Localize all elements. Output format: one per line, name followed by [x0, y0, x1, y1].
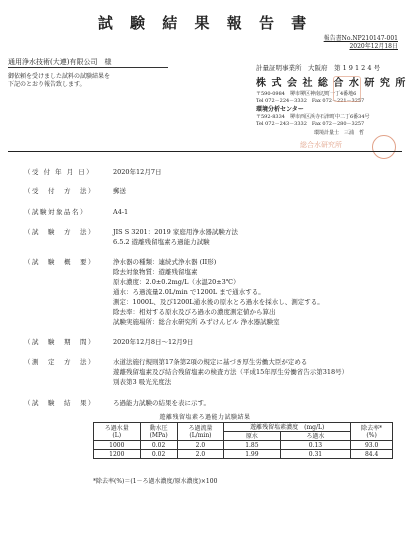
- cell-pressure: 0.02: [140, 441, 177, 450]
- field-label-test-method: （試 験 方 法）: [24, 228, 96, 236]
- outline-line-7: 試験実施場所：総合水研究所 みずけんビル 浄水器試験室: [113, 318, 280, 326]
- report-title: 試 験 結 果 報 告 書: [97, 14, 313, 32]
- field-value-method-of-receipt: 郵送: [113, 187, 126, 195]
- center-phone: Tel 072－243－3332 Fax 072－280－3257: [256, 121, 365, 127]
- outline-line-5: 測定：1000L、及び1200L通水後の原水とろ過水を採水し、測定する。: [113, 298, 324, 306]
- field-value-test-method-1: JIS S 3201：2019 家庭用浄水器試験方法: [113, 228, 238, 236]
- center-address: 〒592-8334 堺市西区浜寺石津町中二丁6番34号: [256, 114, 370, 120]
- header-removal: 除去率* (%): [351, 423, 393, 441]
- measurement-line-2: 遊離残留塩素及び結合残留塩素の検査方法（平成15年厚生労働省告示第318号）: [113, 368, 349, 376]
- field-label-test-outline: （試 験 概 要）: [24, 258, 96, 266]
- table-row: [94, 450, 393, 459]
- header-pressure: 動水圧 (MPa): [140, 423, 177, 441]
- header-concentration: 遊離残留塩素濃度 (mg/L): [224, 423, 351, 432]
- cell-filtered: 0.13: [280, 441, 351, 450]
- table-row: [94, 441, 393, 450]
- outline-line-2: 除去対象物質：遊離残留塩素: [113, 268, 198, 276]
- outline-line-3: 原水濃度：2.0±0.2mg/L（水温20±3℃）: [113, 278, 240, 286]
- measurement-line-3: 別表第3 吸光光度法: [113, 378, 172, 386]
- manager-name: 環境計量士 三浦 哲: [314, 130, 365, 136]
- report-date: 2020年12月18日: [349, 43, 398, 50]
- cell-flow: 2.0: [177, 450, 224, 459]
- divider-top: [8, 151, 402, 152]
- field-label-test-period: （試 験 期 間）: [24, 338, 96, 346]
- cell-filtered: 0.31: [280, 450, 351, 459]
- report-number: 報告書No.NP210147-001: [323, 35, 398, 42]
- field-label-sample: （試験対象品名）: [24, 208, 88, 216]
- stamp-text: 総合水研究所: [300, 141, 342, 149]
- cell-pressure: 0.02: [140, 450, 177, 459]
- field-label-received: （受 付 年 月 日）: [24, 168, 95, 176]
- table-caption: 遊離残留塩素ろ過能力試験結果: [159, 414, 251, 421]
- outline-line-4: 通水：ろ過流量2.0L/min で1200L まで通水する。: [113, 288, 265, 296]
- registration-number: 計量証明事業所 大阪府 第 1 9 1 2 4 号: [256, 64, 381, 72]
- field-label-method-of-receipt: （受 付 方 法）: [24, 187, 96, 195]
- company-phone: Tel 072－224－3332 Fax 072－221－3257: [256, 98, 365, 104]
- center-name: 環境分析センター: [256, 106, 304, 113]
- header-raw: 原水: [224, 432, 280, 441]
- field-label-results: （試 験 結 果）: [24, 399, 96, 407]
- cell-flow: 2.0: [177, 441, 224, 450]
- table-footnote: *除去率(%)＝(1－ろ過水濃度/原水濃度)×100: [93, 478, 218, 485]
- cell-removal: 84.4: [351, 450, 393, 459]
- results-table: [93, 422, 393, 459]
- cell-volume: 1000: [94, 441, 141, 450]
- field-value-results: ろ過能力試験の結果を表に示す。: [113, 399, 210, 407]
- intro-line-2: 下記のとおり報告致します。: [8, 81, 86, 88]
- field-value-sample: A4-1: [113, 208, 129, 216]
- header-volume: ろ過水量 (L): [94, 423, 141, 441]
- cell-raw: 1.85: [224, 441, 280, 450]
- cell-raw: 1.99: [224, 450, 280, 459]
- field-value-received: 2020年12月7日: [113, 168, 162, 176]
- outline-line-1: 浄水器の種類：連続式浄水器 (II形): [113, 258, 217, 266]
- field-label-measurement: （測 定 方 法）: [24, 358, 96, 366]
- intro-line-1: 御依頼を受けました試料の試験結果を: [8, 73, 111, 80]
- measurement-line-1: 水道法施行規則第17条第2項の規定に基づき厚生労働大臣が定める: [113, 358, 308, 366]
- company-seal: [333, 76, 361, 102]
- outline-line-6: 除去率：相対する原水及びろ過水の濃度測定値から算出: [113, 308, 276, 316]
- cell-volume: 1200: [94, 450, 141, 459]
- company-address: 〒590-0984 堺市堺区神南辺町一丁4番地6: [256, 91, 357, 97]
- client-name: 通用浄水技術(大連)有限公司 様: [8, 58, 168, 68]
- cell-removal: 93.0: [351, 441, 393, 450]
- company-name: 株 式 会 社 総 合 水 研 究 所: [256, 78, 407, 89]
- field-value-test-method-2: 6.5.2 遊離残留塩素ろ過能力試験: [113, 238, 210, 246]
- personal-seal: [372, 135, 396, 159]
- field-value-test-period: 2020年12月8日～12月9日: [113, 338, 194, 346]
- header-filtered: ろ過水: [280, 432, 351, 441]
- header-flow: ろ過流量 (L/min): [177, 423, 224, 441]
